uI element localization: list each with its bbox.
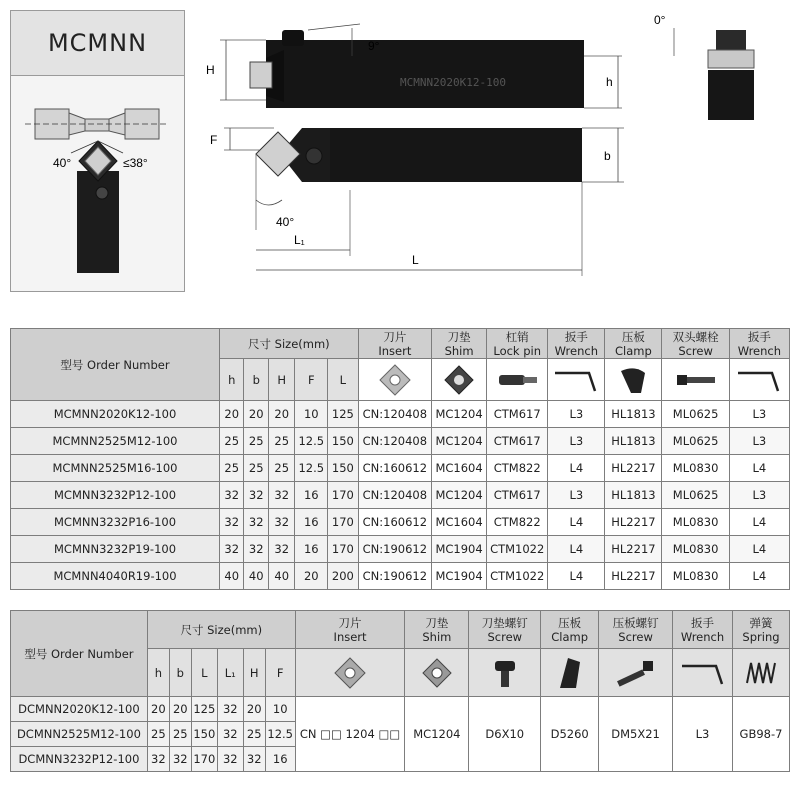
part-cell-shim: MC1604 xyxy=(432,455,487,482)
size-cell-h: 25 xyxy=(220,428,244,455)
size-cell-b: 32 xyxy=(244,509,268,536)
table-row xyxy=(11,482,790,509)
size-cell-b: 40 xyxy=(244,563,268,590)
part-cell-shim: MC1604 xyxy=(432,509,487,536)
part-cell-wrench2: L4 xyxy=(729,509,789,536)
spring-icon xyxy=(732,649,789,697)
part-cell-wrench2: L4 xyxy=(729,536,789,563)
table-row xyxy=(11,428,790,455)
part-cell-screw: ML0830 xyxy=(662,536,729,563)
wrench-icon-2 xyxy=(673,649,733,697)
size-header-2: 尺寸 Size(mm) xyxy=(147,611,295,649)
size-cell-b: 20 xyxy=(169,697,191,722)
size-cell-b: 20 xyxy=(244,401,268,428)
size-cell-L: 170 xyxy=(328,482,359,509)
tool-holder-top-view xyxy=(266,40,584,108)
part-cell-clamp: HL1813 xyxy=(605,482,662,509)
screw-header: 双头螺栓 Screw xyxy=(662,329,729,359)
part-cell-lockpin: CTM617 xyxy=(487,482,548,509)
size-cell-H: 25 xyxy=(243,722,265,747)
dim-h: h xyxy=(606,75,613,89)
table-row xyxy=(11,563,790,590)
dim-L: L xyxy=(412,253,419,267)
clamp-screw-cell: DM5X21 xyxy=(599,697,673,772)
part-cell-clamp: HL1813 xyxy=(605,428,662,455)
wrench2-header: 扳手 Wrench xyxy=(729,329,789,359)
part-cell-wrench: L3 xyxy=(548,428,605,455)
size-cell-H: 20 xyxy=(268,401,295,428)
size-cell-H: 20 xyxy=(243,697,265,722)
table-row xyxy=(11,697,790,722)
part-cell-wrench2: L4 xyxy=(729,563,789,590)
size-cell-b: 32 xyxy=(244,482,268,509)
size-cell-H: 32 xyxy=(243,747,265,772)
wrench-cell: L3 xyxy=(673,697,733,772)
insert-icon xyxy=(358,359,431,401)
part-cell-clamp: HL2217 xyxy=(605,536,662,563)
shim-icon-2 xyxy=(405,649,469,697)
size-cell-F: 10 xyxy=(265,697,295,722)
insert-icon-2 xyxy=(295,649,405,697)
part-cell-lockpin: CTM822 xyxy=(487,455,548,482)
shim-screw-cell: D6X10 xyxy=(469,697,541,772)
size-cell-L1: 32 xyxy=(217,697,243,722)
size-cell-H: 32 xyxy=(268,482,295,509)
order-number-cell: DCMNN2020K12-100 xyxy=(11,697,148,722)
size-cell-L: 125 xyxy=(328,401,359,428)
part-cell-insert: CN:190612 xyxy=(358,536,431,563)
col-F: F xyxy=(295,359,328,401)
clamp-screw-icon xyxy=(599,649,673,697)
col2-h: h xyxy=(147,649,169,697)
order-number-cell: DCMNN2525M12-100 xyxy=(11,722,148,747)
shim-cell: MC1204 xyxy=(405,697,469,772)
col-H: H xyxy=(268,359,295,401)
insert-header-2: 刀片 Insert xyxy=(295,611,405,649)
table-row xyxy=(11,401,790,428)
part-cell-shim: MC1904 xyxy=(432,536,487,563)
part-cell-shim: MC1204 xyxy=(432,428,487,455)
part-cell-clamp: HL1813 xyxy=(605,401,662,428)
order-number-cell: MCMNN3232P12-100 xyxy=(11,482,220,509)
size-cell-b: 25 xyxy=(169,722,191,747)
insert-top-view xyxy=(250,62,272,88)
size-cell-F: 10 xyxy=(295,401,328,428)
shim-icon xyxy=(432,359,487,401)
part-cell-wrench: L4 xyxy=(548,455,605,482)
part-cell-wrench: L4 xyxy=(548,509,605,536)
col2-F: F xyxy=(265,649,295,697)
size-cell-L: 150 xyxy=(328,455,359,482)
dcmnn-table xyxy=(10,610,790,772)
part-cell-screw: ML0830 xyxy=(662,455,729,482)
thumbnail-title: MCMNN xyxy=(11,11,184,76)
size-cell-H: 25 xyxy=(268,455,295,482)
shim-header-2: 刀垫 Shim xyxy=(405,611,469,649)
technical-drawing xyxy=(190,0,790,290)
part-cell-wrench2: L3 xyxy=(729,482,789,509)
col-L: L xyxy=(328,359,359,401)
order-number-header-2: 型号 Order Number xyxy=(11,611,148,697)
dim-F: F xyxy=(210,133,218,147)
engraving-text: MCMNN2020K12-100 xyxy=(400,76,506,89)
size-cell-F: 16 xyxy=(295,509,328,536)
col-h: h xyxy=(220,359,244,401)
size-cell-L: 170 xyxy=(191,747,217,772)
part-cell-screw: ML0625 xyxy=(662,401,729,428)
size-cell-h: 20 xyxy=(220,401,244,428)
thumbnail-drawing xyxy=(11,75,184,291)
part-cell-screw: ML0625 xyxy=(662,428,729,455)
part-cell-wrench2: L3 xyxy=(729,428,789,455)
col2-b: b xyxy=(169,649,191,697)
table-row xyxy=(11,455,790,482)
wrench2-icon xyxy=(729,359,789,401)
part-cell-screw: ML0625 xyxy=(662,482,729,509)
part-cell-lockpin: CTM1022 xyxy=(487,536,548,563)
part-cell-screw: ML0830 xyxy=(662,563,729,590)
spring-header: 弹簧 Spring xyxy=(732,611,789,649)
clamp-header-2: 压板 Clamp xyxy=(541,611,599,649)
order-number-cell: MCMNN2525M16-100 xyxy=(11,455,220,482)
size-cell-H: 40 xyxy=(268,563,295,590)
part-cell-wrench: L3 xyxy=(548,401,605,428)
thumbnail-panel xyxy=(10,10,185,292)
table-row xyxy=(11,509,790,536)
size-cell-h: 25 xyxy=(220,455,244,482)
size-cell-L1: 32 xyxy=(217,722,243,747)
size-cell-L: 170 xyxy=(328,509,359,536)
part-cell-shim: MC1904 xyxy=(432,563,487,590)
clamp-icon xyxy=(605,359,662,401)
part-cell-wrench: L3 xyxy=(548,482,605,509)
size-cell-h: 25 xyxy=(147,722,169,747)
wrench-icon xyxy=(548,359,605,401)
dim-H: H xyxy=(206,63,215,77)
part-cell-wrench: L4 xyxy=(548,563,605,590)
part-cell-insert: CN:120408 xyxy=(358,482,431,509)
part-cell-insert: CN:160612 xyxy=(358,455,431,482)
dim-b: b xyxy=(604,149,611,163)
part-cell-lockpin: CTM617 xyxy=(487,401,548,428)
size-cell-F: 16 xyxy=(265,747,295,772)
mcmnn-table xyxy=(10,328,790,590)
part-cell-wrench: L4 xyxy=(548,536,605,563)
size-cell-b: 32 xyxy=(244,536,268,563)
size-cell-h: 40 xyxy=(220,563,244,590)
size-cell-F: 16 xyxy=(295,482,328,509)
part-cell-wrench2: L3 xyxy=(729,401,789,428)
size-cell-L1: 32 xyxy=(217,747,243,772)
insert-header: 刀片 Insert xyxy=(358,329,431,359)
angle-9: 9° xyxy=(368,39,380,53)
part-cell-clamp: HL2217 xyxy=(605,563,662,590)
col2-H: H xyxy=(243,649,265,697)
part-cell-shim: MC1204 xyxy=(432,401,487,428)
size-cell-L: 150 xyxy=(191,722,217,747)
size-cell-b: 25 xyxy=(244,428,268,455)
size-cell-h: 32 xyxy=(220,509,244,536)
col-b: b xyxy=(244,359,268,401)
shim-screw-header: 刀垫螺钉 Screw xyxy=(469,611,541,649)
part-cell-lockpin: CTM617 xyxy=(487,428,548,455)
size-cell-L: 150 xyxy=(328,428,359,455)
size-cell-F: 12.5 xyxy=(295,428,328,455)
part-cell-insert: CN:160612 xyxy=(358,509,431,536)
part-cell-clamp: HL2217 xyxy=(605,455,662,482)
size-cell-F: 20 xyxy=(295,563,328,590)
screw-icon xyxy=(662,359,729,401)
thumb-angle-left: 40° xyxy=(53,156,72,170)
size-cell-L: 125 xyxy=(191,697,217,722)
clamp-screw-header: 压板螺钉 Screw xyxy=(599,611,673,649)
part-cell-shim: MC1204 xyxy=(432,482,487,509)
part-cell-insert: CN:190612 xyxy=(358,563,431,590)
dim-L1: L₁ xyxy=(294,233,305,247)
size-cell-h: 32 xyxy=(220,482,244,509)
wrench-header-2: 扳手 Wrench xyxy=(673,611,733,649)
insert-cell: CN □□ 1204 □□ xyxy=(295,697,405,772)
size-cell-h: 32 xyxy=(220,536,244,563)
part-cell-lockpin: CTM1022 xyxy=(487,563,548,590)
size-cell-L: 170 xyxy=(328,536,359,563)
part-cell-wrench2: L4 xyxy=(729,455,789,482)
order-number-cell: MCMNN3232P16-100 xyxy=(11,509,220,536)
part-cell-lockpin: CTM822 xyxy=(487,509,548,536)
order-number-cell: MCMNN4040R19-100 xyxy=(11,563,220,590)
tool-holder-end-view xyxy=(708,70,754,120)
lock-pin-header: 杠销 Lock pin xyxy=(487,329,548,359)
angle-0: 0° xyxy=(654,13,666,27)
clamp-icon-2 xyxy=(541,649,599,697)
spring-cell: GB98-7 xyxy=(732,697,789,772)
order-number-cell: MCMNN3232P19-100 xyxy=(11,536,220,563)
size-cell-H: 32 xyxy=(268,509,295,536)
angle-40: 40° xyxy=(276,215,295,229)
size-cell-b: 32 xyxy=(169,747,191,772)
size-header: 尺寸 Size(mm) xyxy=(220,329,359,359)
order-number-header: 型号 Order Number xyxy=(11,329,220,401)
shim-header: 刀垫 Shim xyxy=(432,329,487,359)
order-number-cell: DCMNN3232P12-100 xyxy=(11,747,148,772)
clamp-cell: D5260 xyxy=(541,697,599,772)
clamp-header: 压板 Clamp xyxy=(605,329,662,359)
size-cell-F: 12.5 xyxy=(265,722,295,747)
size-cell-h: 20 xyxy=(147,697,169,722)
size-cell-H: 32 xyxy=(268,536,295,563)
size-cell-h: 32 xyxy=(147,747,169,772)
shim-screw-icon xyxy=(469,649,541,697)
lock-pin-icon xyxy=(487,359,548,401)
size-cell-F: 16 xyxy=(295,536,328,563)
tool-holder-side-view xyxy=(330,128,582,182)
table-row xyxy=(11,536,790,563)
size-cell-L: 200 xyxy=(328,563,359,590)
order-number-cell: MCMNN2525M12-100 xyxy=(11,428,220,455)
part-cell-screw: ML0830 xyxy=(662,509,729,536)
order-number-cell: MCMNN2020K12-100 xyxy=(11,401,220,428)
thumb-angle-right: ≤38° xyxy=(123,156,148,170)
col2-L1: L₁ xyxy=(217,649,243,697)
size-cell-F: 12.5 xyxy=(295,455,328,482)
col2-L: L xyxy=(191,649,217,697)
part-cell-insert: CN:120408 xyxy=(358,401,431,428)
wrench-header: 扳手 Wrench xyxy=(548,329,605,359)
size-cell-H: 25 xyxy=(268,428,295,455)
size-cell-b: 25 xyxy=(244,455,268,482)
part-cell-clamp: HL2217 xyxy=(605,509,662,536)
part-cell-insert: CN:120408 xyxy=(358,428,431,455)
